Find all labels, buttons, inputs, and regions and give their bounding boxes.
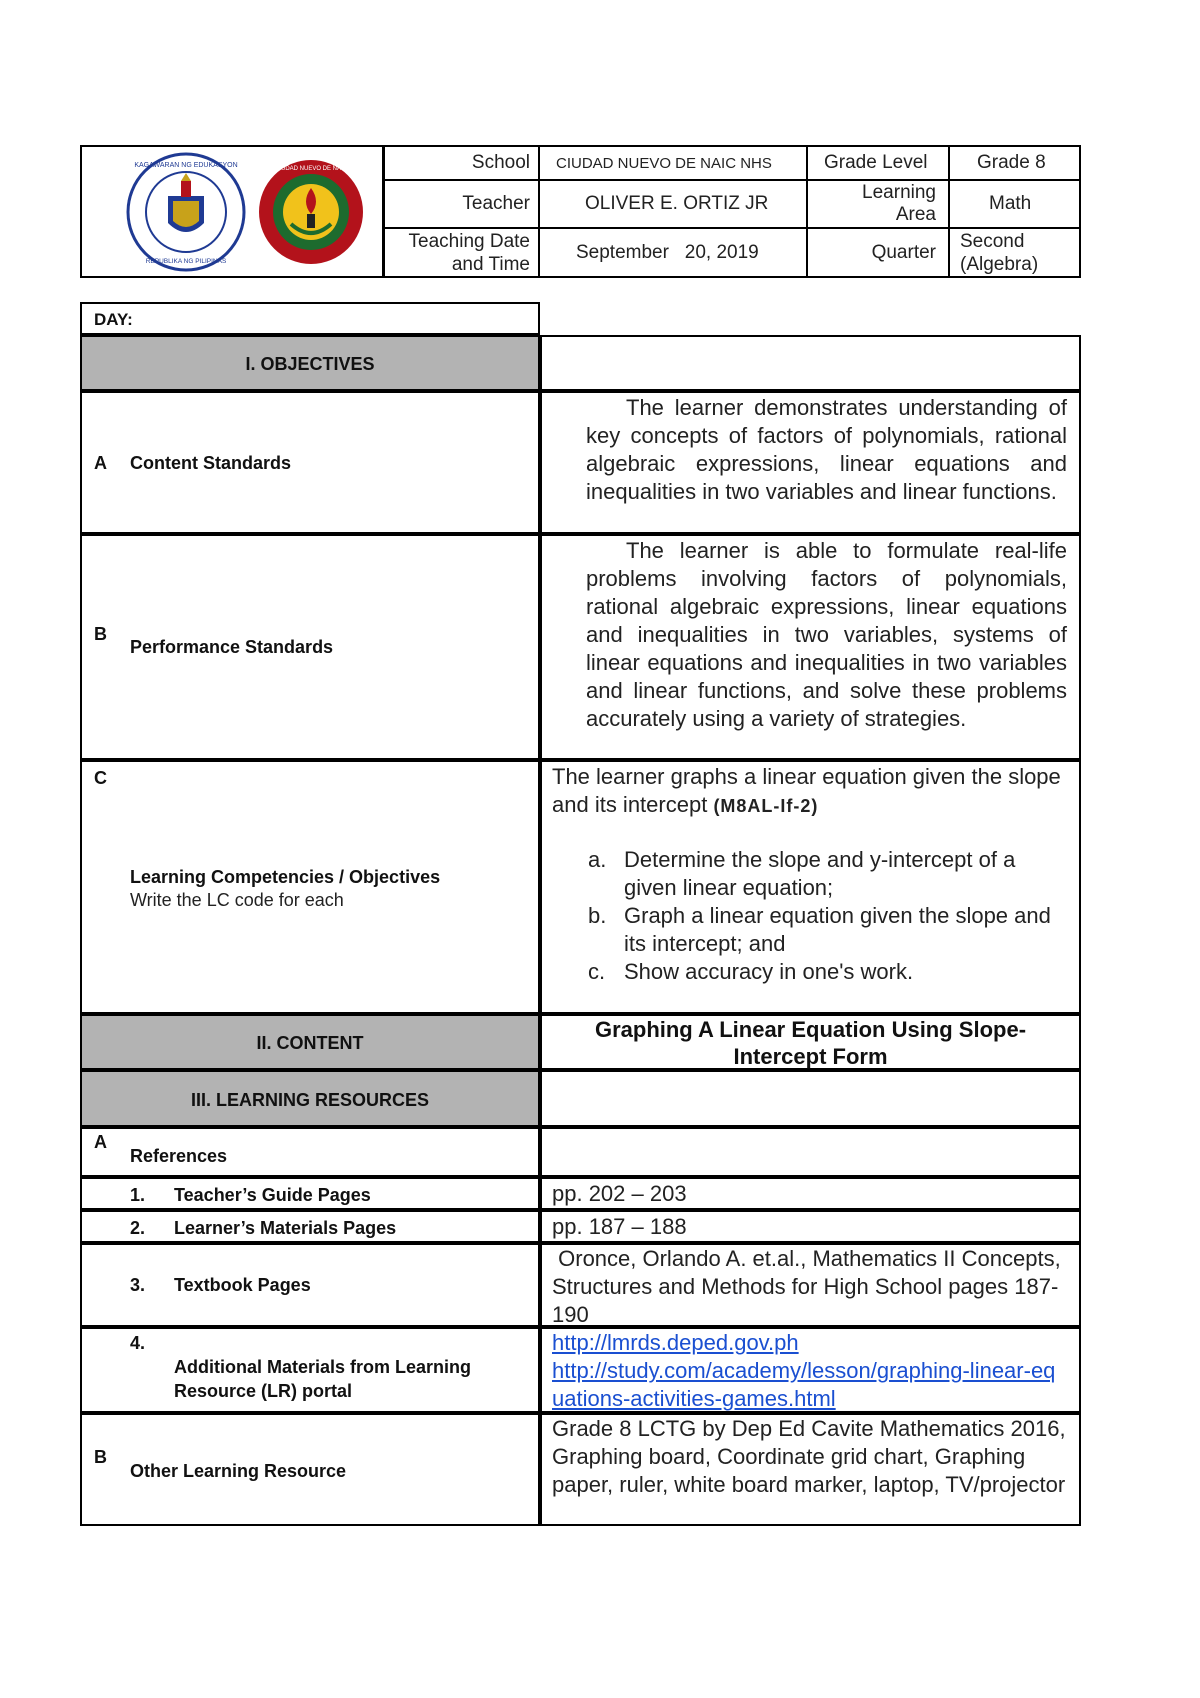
logos-cell (80, 145, 384, 278)
teacher-label: Teacher (384, 180, 539, 228)
competencies-letter: C (94, 768, 107, 788)
svg-text:KAGAWARAN NG EDUKASYON: KAGAWARAN NG EDUKASYON (134, 162, 238, 169)
objectives-heading: I. OBJECTIVES (80, 335, 540, 391)
textbook-label: Textbook Pages (174, 1275, 311, 1295)
learners-materials-number: 2. (130, 1218, 146, 1238)
other-resource-label: Other Learning Resource (130, 1461, 347, 1481)
references-letter: A (94, 1132, 107, 1152)
performance-standards-label: Performance Standards (130, 637, 334, 657)
learners-materials-value: pp. 187 – 188 (540, 1210, 1081, 1243)
objective-marker: a. (588, 847, 607, 872)
references-label-cell (80, 1127, 540, 1177)
other-resource-value: Grade 8 LCTG by Dep Ed Cavite Mathematics 2016, Graphing board, Coordinate grid chart, Graphing paper, ruler, white board marker, laptop, TV/projector (540, 1413, 1081, 1526)
teachers-guide-label: Teacher’s Guide Pages (174, 1185, 371, 1205)
deped-seal-icon (125, 151, 247, 273)
competencies-sublabel: Write the LC code for each (130, 890, 344, 910)
objective-item (552, 958, 1067, 986)
teaching-date-value: September 20, 2019 (539, 228, 807, 278)
references-label: References (130, 1146, 228, 1166)
learning-area-label (807, 180, 949, 228)
competencies-text-cell (540, 760, 1081, 1014)
references-value (540, 1127, 1081, 1177)
objective-item (552, 846, 1067, 902)
competencies-label-cell (80, 760, 540, 1014)
performance-standards-text: The learner is able to formulate real-life problems involving factors of polynomials, rational algebraic expressions, linear equations and inequalities in two variables, systems of linear equations and inequalities in two variables and linear functions, and solve these problems accurately using a variety of strategies. (540, 534, 1081, 760)
lrmds-link[interactable]: http://lmrds.deped.gov.ph (552, 1330, 799, 1355)
study-com-link[interactable]: http://study.com/academy/lesson/graphing-linear-equations-activities-games.html (552, 1358, 1056, 1411)
school-label: School (384, 145, 539, 180)
additional-materials-number: 4. (130, 1333, 146, 1353)
learning-area-label-line2: Area (895, 204, 936, 225)
content-value: Graphing A Linear Equation Using Slope-Intercept Form (540, 1014, 1081, 1070)
content-heading: II. CONTENT (80, 1014, 540, 1070)
objective-text: Show accuracy in one's work. (624, 959, 914, 984)
textbook-value: Oronce, Orlando A. et.al., Mathematics II Concepts, Structures and Methods for High School pages 187-190 (540, 1243, 1081, 1327)
grade-level-value: Grade 8 (949, 145, 1081, 180)
quarter-value-line1: Second (960, 231, 1025, 252)
grade-level-label: Grade Level (807, 145, 949, 180)
teaching-date-label (384, 228, 539, 278)
textbook-number: 3. (130, 1275, 146, 1295)
objective-list (552, 846, 1067, 986)
competencies-intro-text: The learner graphs a linear equation given the slope and its intercept (552, 764, 1061, 817)
content-standards-letter: A (94, 453, 107, 473)
other-resource-label-cell (80, 1413, 540, 1526)
additional-materials-value (540, 1327, 1081, 1413)
school-value: CIUDAD NUEVO DE NAIC NHS (539, 145, 807, 180)
learners-materials-label-cell (80, 1210, 540, 1243)
objectives-heading-value (540, 335, 1081, 391)
objective-text: Graph a linear equation given the slope and its intercept; and (624, 903, 1051, 956)
objective-text: Determine the slope and y-intercept of a given linear equation; (624, 847, 1016, 900)
day-label-cell: DAY: (80, 302, 540, 335)
quarter-label: Quarter (807, 228, 949, 278)
content-standards-text: The learner demonstrates understanding of key concepts of factors of polynomials, rational algebraic expressions, linear equations and inequalities in two variables and linear functions. (540, 391, 1081, 534)
learning-area-label-line1: Learning (862, 182, 936, 203)
quarter-value-line2: (Algebra) (960, 254, 1039, 275)
teachers-guide-value: pp. 202 – 203 (540, 1177, 1081, 1210)
resources-heading: III. LEARNING RESOURCES (80, 1070, 540, 1127)
lc-code: (M8AL-If-2) (713, 796, 819, 816)
objective-marker: b. (588, 903, 607, 928)
competencies-intro (552, 763, 1067, 820)
content-standards-label-cell (80, 391, 540, 534)
svg-text:CIUDAD NUEVO DE NAIC: CIUDAD NUEVO DE NAIC (274, 166, 348, 172)
school-seal-icon (257, 158, 365, 266)
performance-standards-label-cell (80, 534, 540, 760)
other-resource-letter: B (94, 1447, 107, 1467)
additional-materials-label-cell (80, 1327, 540, 1413)
teachers-guide-label-cell (80, 1177, 540, 1210)
teaching-date-label-line1: Teaching Date (408, 231, 530, 252)
textbook-label-cell (80, 1243, 540, 1327)
teacher-value: OLIVER E. ORTIZ JR (539, 180, 807, 228)
quarter-value (949, 228, 1081, 278)
competencies-label: Learning Competencies / Objectives (130, 867, 441, 887)
svg-text:REPUBLIKA NG PILIPINAS: REPUBLIKA NG PILIPINAS (145, 258, 227, 265)
performance-standards-letter: B (94, 624, 107, 644)
content-standards-label: Content Standards (130, 453, 292, 473)
teachers-guide-number: 1. (130, 1185, 146, 1205)
objective-item (552, 902, 1067, 958)
learning-area-value: Math (949, 180, 1081, 228)
teaching-date-label-line2: and Time (451, 254, 530, 275)
objective-marker: c. (588, 959, 606, 984)
learners-materials-label: Learner’s Materials Pages (174, 1218, 397, 1238)
additional-materials-label: Additional Materials from Learning Resource (LR) portal (174, 1357, 472, 1401)
resources-heading-value (540, 1070, 1081, 1127)
